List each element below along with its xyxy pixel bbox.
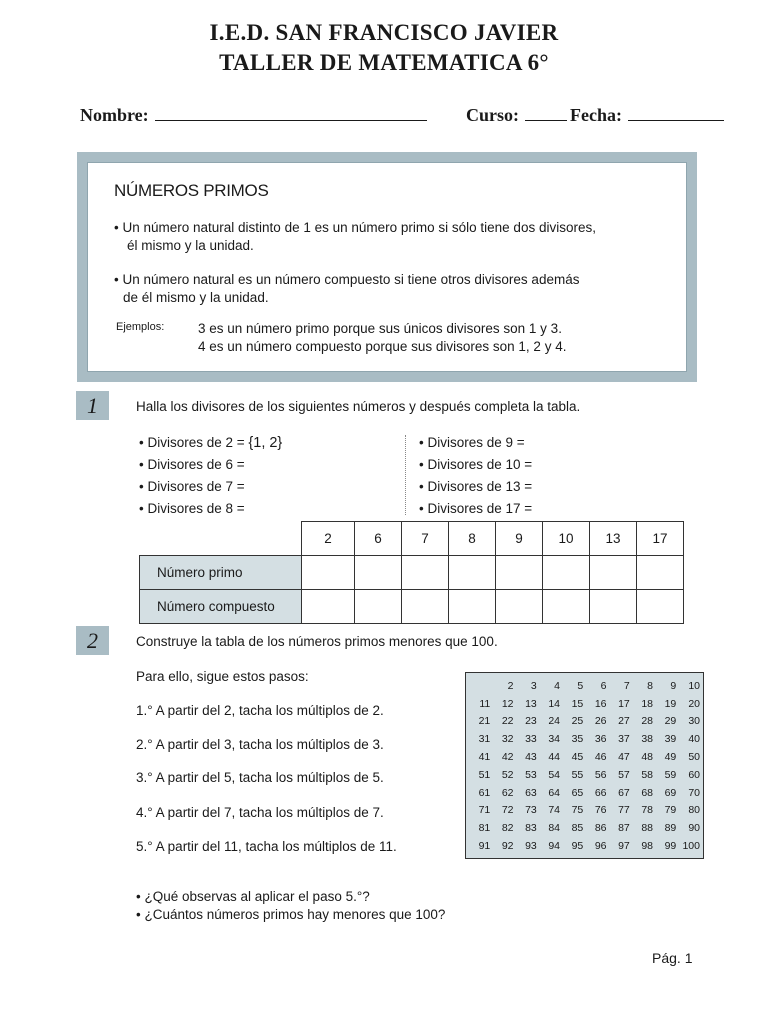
- grid-number-cell[interactable]: 45: [571, 751, 584, 764]
- grid-number-cell[interactable]: 55: [571, 768, 584, 781]
- grid-number-cell[interactable]: 15: [571, 697, 584, 710]
- date-field: [570, 104, 724, 126]
- answer-cell[interactable]: [543, 590, 590, 624]
- row-label-prime: Número primo: [140, 556, 302, 590]
- divisors-item: • Divisores de 6 =: [139, 457, 245, 472]
- grid-number-cell[interactable]: 77: [618, 804, 630, 817]
- grid-number-cell[interactable]: 13: [525, 697, 537, 710]
- grid-number-cell[interactable]: 37: [618, 733, 630, 746]
- grid-number-cell[interactable]: 89: [664, 822, 677, 835]
- grid-row: [468, 713, 701, 731]
- grid-number-cell[interactable]: 42: [501, 751, 514, 764]
- table-number-cell: 7: [402, 522, 449, 556]
- answer-cell[interactable]: [402, 590, 449, 624]
- grid-number-cell[interactable]: 11: [479, 697, 491, 710]
- grid-number-cell[interactable]: 3: [530, 679, 537, 692]
- grid-number-cell[interactable]: 68: [641, 786, 653, 799]
- grid-number-cell[interactable]: 5: [577, 679, 584, 692]
- grid-number-cell[interactable]: 63: [525, 786, 537, 799]
- grid-number-cell[interactable]: 17: [618, 697, 630, 710]
- divisors-item: • Divisores de 8 =: [139, 501, 245, 516]
- answer-cell[interactable]: [402, 556, 449, 590]
- grid-number-cell[interactable]: 4: [554, 679, 560, 692]
- answer-cell[interactable]: [637, 590, 684, 624]
- grid-number-cell[interactable]: 58: [641, 768, 653, 781]
- row-label-composite: Número compuesto: [140, 590, 302, 624]
- numbers-grid-table: [468, 677, 701, 855]
- composite-definition-line2: de él mismo y la unidad.: [123, 290, 269, 305]
- grid-row: [468, 677, 701, 695]
- steps-intro: Para ello, sigue estos pasos:: [136, 669, 309, 684]
- grid-number-cell[interactable]: 12: [501, 697, 514, 710]
- answer-cell[interactable]: [590, 556, 637, 590]
- divisors-item: • Divisores de 13 =: [419, 479, 533, 494]
- grid-number-cell[interactable]: 39: [664, 733, 677, 746]
- grid-number-cell[interactable]: 24: [548, 715, 560, 728]
- grid-number-cell[interactable]: 7: [623, 679, 630, 692]
- grid-number-cell[interactable]: 61: [478, 786, 491, 799]
- grid-number-cell[interactable]: 9: [670, 679, 677, 692]
- examples-label: Ejemplos:: [116, 321, 165, 333]
- worksheet-title: TALLER DE MATEMATICA 6°: [219, 50, 549, 75]
- divisors-item: • Divisores de 9 =: [419, 435, 525, 450]
- grid-number-cell[interactable]: 8: [647, 679, 653, 692]
- grid-number-cell[interactable]: 32: [501, 733, 514, 746]
- example-answer: {1, 2}: [248, 435, 283, 451]
- grid-number-cell[interactable]: 62: [501, 786, 514, 799]
- example-prime: 3 es un número primo porque sus únicos divisores son 1 y 3.: [198, 321, 562, 336]
- grid-number-cell[interactable]: 96: [594, 840, 607, 853]
- grid-number-cell[interactable]: 22: [501, 715, 514, 728]
- grid-number-cell[interactable]: 65: [571, 786, 584, 799]
- grid-row: [468, 802, 701, 820]
- grid-row: [468, 784, 701, 802]
- exercise-2-instruction: Construye la tabla de los números primos menores que 100.: [136, 634, 498, 649]
- grid-number-cell[interactable]: 40: [688, 733, 700, 746]
- grid-number-cell[interactable]: 43: [525, 751, 537, 764]
- answer-cell[interactable]: [449, 590, 496, 624]
- table-number-cell: 2: [302, 522, 355, 556]
- grid-number-cell[interactable]: 64: [548, 786, 560, 799]
- grid-number-cell[interactable]: 84: [548, 822, 560, 835]
- grid-number-cell[interactable]: [468, 677, 491, 695]
- school-name: I.E.D. SAN FRANCISCO JAVIER: [209, 20, 559, 45]
- table-row: [140, 556, 684, 590]
- grid-number-cell[interactable]: 57: [618, 768, 630, 781]
- example-composite: 4 es un número compuesto porque sus divisores son 1, 2 y 4.: [198, 339, 567, 354]
- grid-number-cell[interactable]: 81: [478, 822, 491, 835]
- grid-number-cell[interactable]: 51: [478, 768, 491, 781]
- composite-definition-line1: • Un número natural es un número compuesto si tiene otros divisores además: [114, 272, 580, 287]
- grid-number-cell[interactable]: 31: [478, 733, 491, 746]
- grid-number-cell[interactable]: 97: [618, 840, 630, 853]
- grid-row: [468, 695, 701, 713]
- grid-number-cell[interactable]: 86: [594, 822, 607, 835]
- exercise-1-number: 1: [76, 391, 109, 420]
- grid-number-cell[interactable]: 2: [507, 679, 514, 692]
- course-blank-line[interactable]: [525, 104, 567, 121]
- grid-number-cell[interactable]: 95: [571, 840, 584, 853]
- grid-number-cell[interactable]: 69: [664, 786, 677, 799]
- grid-number-cell[interactable]: 72: [501, 804, 514, 817]
- grid-number-cell[interactable]: 14: [548, 697, 560, 710]
- answer-cell[interactable]: [496, 556, 543, 590]
- prime-definition-line2: él mismo y la unidad.: [127, 238, 254, 253]
- divisors-item: • Divisores de 10 =: [419, 457, 533, 472]
- grid-number-cell[interactable]: 44: [548, 751, 560, 764]
- grid-number-cell[interactable]: 98: [641, 840, 653, 853]
- grid-number-cell[interactable]: 83: [525, 822, 537, 835]
- course-field: [466, 104, 567, 126]
- step-item: 3.° A partir del 5, tacha los múltiplos de 5.: [136, 770, 384, 785]
- grid-number-cell[interactable]: 76: [594, 804, 607, 817]
- grid-number-cell[interactable]: 35: [571, 733, 584, 746]
- divisors-item: • Divisores de 7 =: [139, 479, 245, 494]
- numbers-1-to-100-grid: [465, 672, 704, 859]
- grid-number-cell[interactable]: 23: [525, 715, 537, 728]
- prime-definition-line1: • Un número natural distinto de 1 es un número primo si sólo tiene dos divisores,: [114, 220, 596, 235]
- grid-number-cell[interactable]: 71: [478, 804, 491, 817]
- question-item: • ¿Cuántos números primos hay menores que 100?: [136, 907, 446, 922]
- grid-number-cell[interactable]: 59: [664, 768, 677, 781]
- grid-number-cell[interactable]: 29: [664, 715, 677, 728]
- step-item: 2.° A partir del 3, tacha los múltiplos de 3.: [136, 737, 384, 752]
- answer-cell[interactable]: [302, 590, 355, 624]
- divisors-item: • Divisores de 17 =: [419, 501, 533, 516]
- date-label: Fecha:: [570, 105, 622, 125]
- theory-title: NÚMEROS PRIMOS: [114, 181, 269, 200]
- grid-number-cell[interactable]: 78: [641, 804, 653, 817]
- grid-row: [468, 748, 701, 766]
- grid-number-cell[interactable]: 67: [618, 786, 630, 799]
- grid-number-cell[interactable]: 25: [571, 715, 584, 728]
- grid-number-cell[interactable]: 27: [618, 715, 630, 728]
- answer-cell[interactable]: [302, 556, 355, 590]
- answer-cell[interactable]: [355, 590, 402, 624]
- grid-number-cell[interactable]: 20: [688, 697, 700, 710]
- grid-number-cell[interactable]: 94: [548, 840, 560, 853]
- grid-number-cell[interactable]: 21: [478, 715, 491, 728]
- grid-number-cell[interactable]: 50: [688, 751, 700, 764]
- grid-number-cell[interactable]: 99: [664, 840, 677, 853]
- grid-number-cell[interactable]: 36: [594, 733, 607, 746]
- name-label: Nombre:: [80, 105, 149, 125]
- name-blank-line[interactable]: [155, 104, 427, 121]
- grid-number-cell[interactable]: 87: [618, 822, 630, 835]
- grid-row: [468, 730, 701, 748]
- grid-number-cell[interactable]: 88: [641, 822, 653, 835]
- table-number-cell: 17: [637, 522, 684, 556]
- grid-number-cell[interactable]: 34: [548, 733, 560, 746]
- divisors-item: • Divisores de 2 = {1, 2}: [139, 435, 283, 451]
- date-blank-line[interactable]: [628, 104, 724, 121]
- grid-row: [468, 766, 701, 784]
- column-divider: [405, 435, 406, 515]
- grid-number-cell[interactable]: 41: [478, 751, 491, 764]
- grid-number-cell[interactable]: 92: [501, 840, 514, 853]
- grid-number-cell[interactable]: 26: [594, 715, 607, 728]
- name-field: [80, 104, 427, 126]
- grid-number-cell[interactable]: 16: [594, 697, 607, 710]
- table-header-row: [140, 522, 684, 556]
- table-corner: [140, 522, 302, 556]
- answer-cell[interactable]: [590, 590, 637, 624]
- table-number-cell: 10: [543, 522, 590, 556]
- exercise-2-number: 2: [76, 626, 109, 655]
- grid-number-cell[interactable]: 52: [501, 768, 514, 781]
- answer-cell[interactable]: [496, 590, 543, 624]
- grid-number-cell[interactable]: 19: [664, 697, 677, 710]
- theory-box-inner: [87, 162, 687, 372]
- step-item: 4.° A partir del 7, tacha los múltiplos de 7.: [136, 805, 384, 820]
- grid-number-cell[interactable]: 28: [641, 715, 653, 728]
- grid-number-cell[interactable]: 66: [594, 786, 607, 799]
- grid-number-cell[interactable]: 73: [525, 804, 537, 817]
- grid-number-cell[interactable]: 79: [664, 804, 677, 817]
- grid-number-cell[interactable]: 30: [688, 715, 700, 728]
- table-number-cell: 9: [496, 522, 543, 556]
- answer-cell[interactable]: [355, 556, 402, 590]
- grid-number-cell[interactable]: 91: [478, 840, 491, 853]
- grid-number-cell[interactable]: 56: [594, 768, 607, 781]
- grid-number-cell[interactable]: 33: [525, 733, 537, 746]
- answer-cell[interactable]: [543, 556, 590, 590]
- prime-composite-table: [139, 521, 684, 624]
- grid-number-cell[interactable]: 53: [525, 768, 537, 781]
- answer-cell[interactable]: [637, 556, 684, 590]
- grid-number-cell[interactable]: 38: [641, 733, 653, 746]
- table-number-cell: 13: [590, 522, 637, 556]
- page-number: Pág. 1: [652, 950, 693, 966]
- grid-number-cell[interactable]: 80: [688, 804, 700, 817]
- grid-number-cell[interactable]: 6: [600, 679, 607, 692]
- grid-number-cell[interactable]: 54: [548, 768, 560, 781]
- course-label: Curso:: [466, 105, 519, 125]
- answer-cell[interactable]: [449, 556, 496, 590]
- grid-number-cell[interactable]: 70: [688, 786, 700, 799]
- grid-number-cell[interactable]: 90: [688, 822, 700, 835]
- exercise-1-instruction: Halla los divisores de los siguientes números y después completa la tabla.: [136, 399, 581, 414]
- grid-number-cell[interactable]: 47: [618, 751, 630, 764]
- grid-number-cell[interactable]: 18: [641, 697, 653, 710]
- grid-number-cell[interactable]: 10: [688, 679, 700, 692]
- grid-number-cell[interactable]: 75: [571, 804, 584, 817]
- grid-number-cell[interactable]: 60: [688, 768, 700, 781]
- grid-number-cell[interactable]: 85: [571, 822, 584, 835]
- grid-number-cell[interactable]: 49: [664, 751, 677, 764]
- grid-number-cell[interactable]: 100: [682, 840, 700, 853]
- grid-row: [468, 837, 701, 855]
- step-item: 1.° A partir del 2, tacha los múltiplos de 2.: [136, 703, 384, 718]
- grid-number-cell[interactable]: 93: [525, 840, 537, 853]
- grid-number-cell[interactable]: 82: [501, 822, 514, 835]
- grid-number-cell[interactable]: 74: [548, 804, 560, 817]
- table-number-cell: 8: [449, 522, 496, 556]
- question-item: • ¿Qué observas al aplicar el paso 5.°?: [136, 889, 370, 904]
- theory-box: [77, 152, 697, 382]
- step-item: 5.° A partir del 11, tacha los múltiplos de 11.: [136, 839, 397, 854]
- grid-number-cell[interactable]: 46: [594, 751, 607, 764]
- table-number-cell: 6: [355, 522, 402, 556]
- grid-row: [468, 819, 701, 837]
- table-row: [140, 590, 684, 624]
- grid-number-cell[interactable]: 48: [641, 751, 653, 764]
